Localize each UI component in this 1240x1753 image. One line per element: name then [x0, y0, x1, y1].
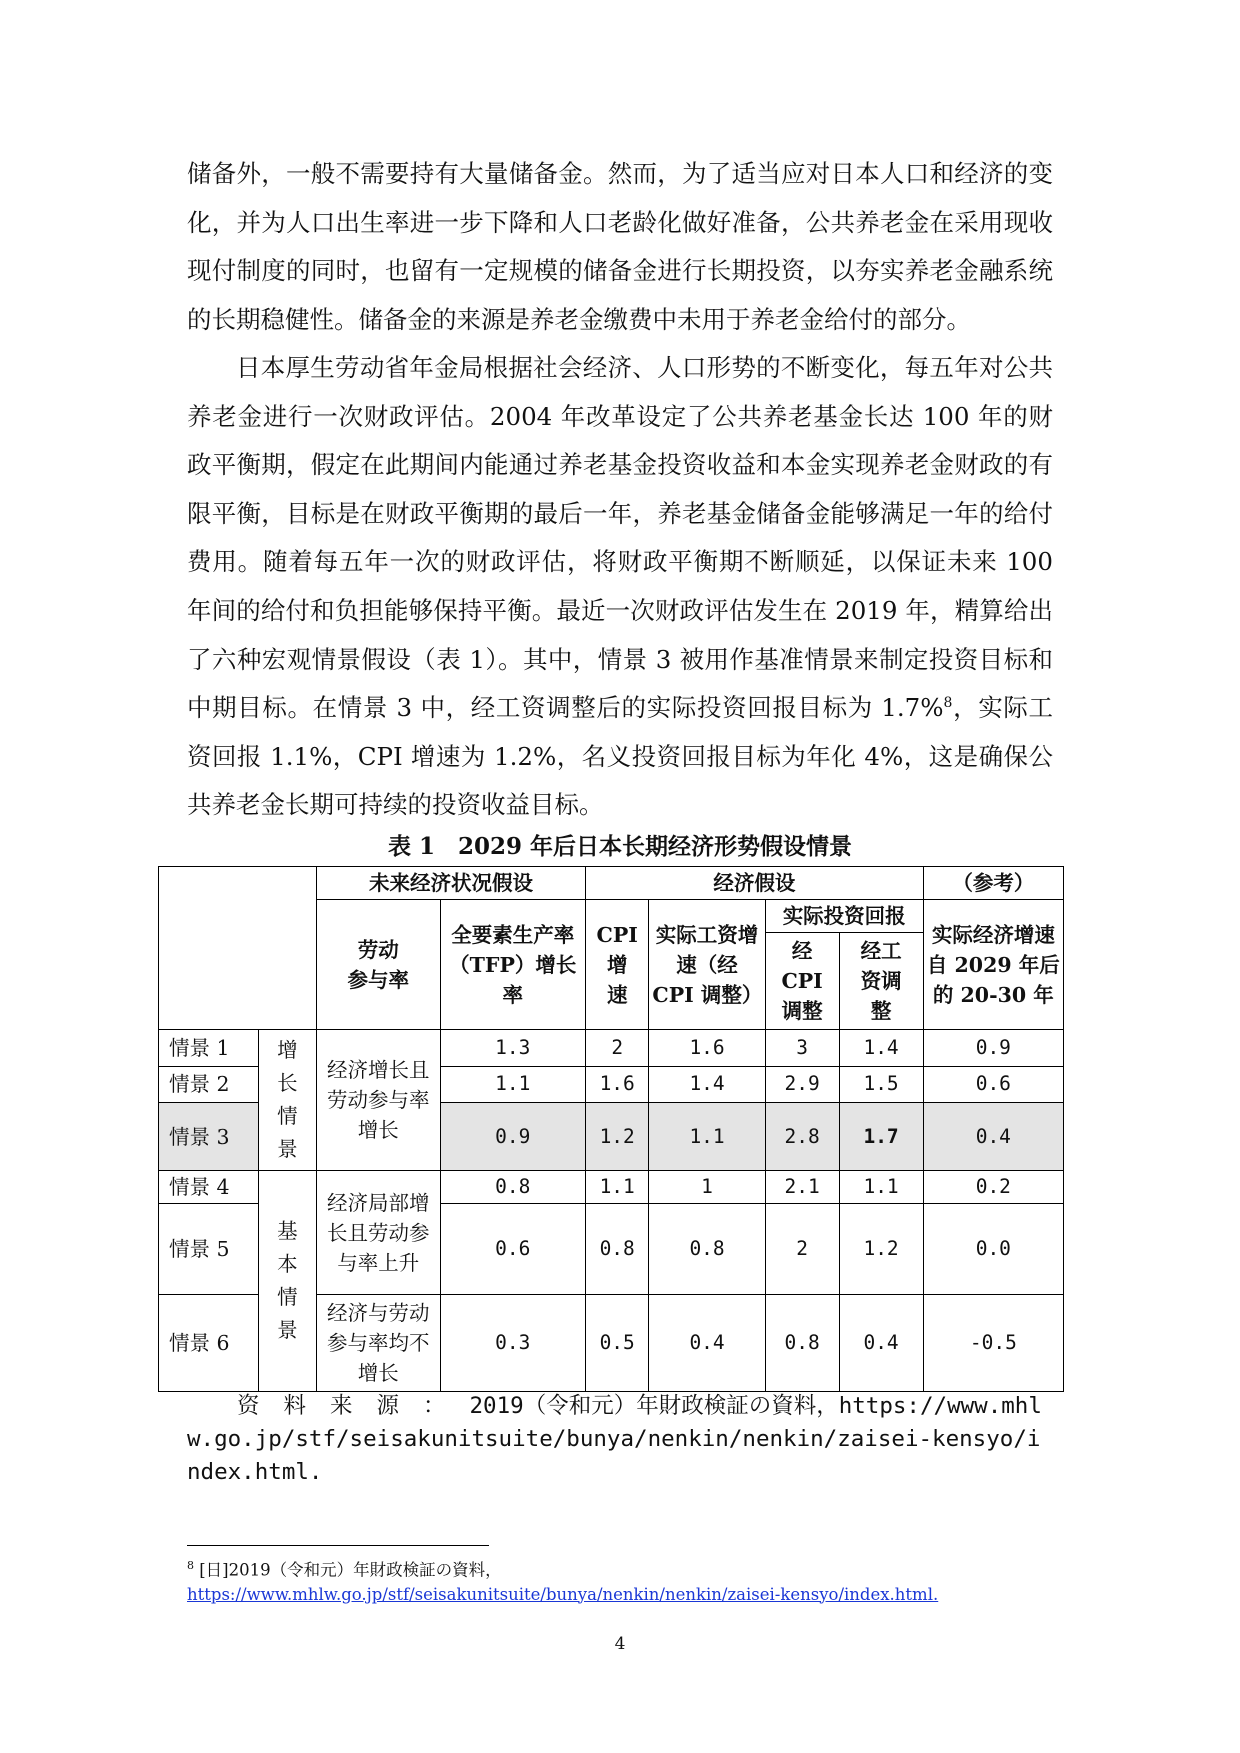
- row-label: 情景 4: [159, 1171, 259, 1204]
- page-number: 4: [614, 1634, 626, 1654]
- header-cpi-growth: CPI 增 速: [586, 899, 649, 1029]
- group-label-baseline: 基 本 情 景: [258, 1171, 316, 1392]
- cell-tfp: 1.1: [440, 1066, 585, 1102]
- paragraph-1: [187, 150, 1053, 344]
- cell-real-growth: 0.2: [923, 1171, 1063, 1204]
- row-label: 情景 6: [159, 1295, 259, 1392]
- cell-return-wage: 1.4: [839, 1030, 923, 1066]
- cell-real-wage: 1.6: [649, 1030, 765, 1066]
- table-row: [159, 1171, 1064, 1204]
- description-partial-growth: 经济局部增长且劳动参与率上升: [316, 1171, 440, 1295]
- footnote-mark: 8: [187, 1559, 194, 1572]
- paragraph-2-text-b: ，实际工资回报 1.1%，CPI 增速为 1.2%，名义投资回报目标为年化 4%，这是确保公共养老金长期可持续的投资收益目标。: [187, 693, 1053, 820]
- cell-return-cpi: 2.9: [765, 1066, 839, 1102]
- header-tfp-growth: 全要素生产率（TFP）增长率: [440, 899, 585, 1029]
- cell-return-cpi: 3: [765, 1030, 839, 1066]
- cell-return-cpi: 2: [765, 1204, 839, 1295]
- header-economic-assumptions: 经济假设: [586, 867, 924, 900]
- cell-real-wage: 1.4: [649, 1066, 765, 1102]
- cell-return-cpi: 0.8: [765, 1295, 839, 1392]
- cell-cpi: 0.5: [586, 1295, 649, 1392]
- table-row: [159, 1030, 1064, 1066]
- cell-real-growth: 0.9: [923, 1030, 1063, 1066]
- cell-real-growth: 0.4: [923, 1103, 1063, 1171]
- paragraph-2-text-a: 日本厚生劳动省年金局根据社会经济、人口形势的不断变化，每五年对公共养老金进行一次财政评估。2004 年改革设定了公共养老基金长达 100 年的财政平衡期，假定在此期间内能通过养老基金投资收益和本金实现养老金财政的有限平衡，目标是在财政平衡期的最后一年，养老基金储备金能够满足一年的给付费用。随着每五年一次的财政评估，将财政平衡期不断顺延，以保证未来 100 年间的给付和负担能够保持平衡。最近一次财政评估发生在 2019 年，精算给出了六种宏观情景假设（表 1）。其中，情景 3 被用作基准情景来制定投资目标和中期目标。在情景 3 中，经工资调整后的实际投资回报目标为 1.7%: [187, 353, 1053, 723]
- row-label: 情景 2: [159, 1066, 259, 1102]
- footnote-text: [日]2019（令和元）年財政検証の資料，: [199, 1560, 502, 1580]
- cell-tfp: 0.6: [440, 1204, 585, 1295]
- row-label: 情景 3: [159, 1103, 259, 1171]
- cell-real-growth: -0.5: [923, 1295, 1063, 1392]
- header-labor-participation: 劳动 参与率: [316, 899, 440, 1029]
- table-caption: 表 1 2029 年后日本长期经济形势假设情景: [387, 833, 853, 860]
- paragraph-2: [187, 344, 1053, 830]
- cell-cpi: 1.2: [586, 1103, 649, 1171]
- cell-cpi: 1.6: [586, 1066, 649, 1102]
- cell-tfp: 1.3: [440, 1030, 585, 1066]
- cell-tfp: 0.3: [440, 1295, 585, 1392]
- table-source-note: [187, 1390, 1053, 1489]
- row-label: 情景 1: [159, 1030, 259, 1066]
- header-real-economic-growth: 实际经济增速自 2029 年后的 20-30 年: [923, 899, 1063, 1029]
- header-real-return: 实际投资回报: [765, 899, 923, 932]
- cell-real-growth: 0.0: [923, 1204, 1063, 1295]
- cell-real-wage: 0.4: [649, 1295, 765, 1392]
- header-reference: （参考）: [923, 867, 1063, 900]
- source-text: 2019（令和元）年財政検証の資料，https://www.mhlw.go.jp/stf/seisakunitsuite/bunya/nenkin/nenkin/zaisei-kensyo/index.html.: [187, 1393, 1042, 1485]
- row-label: 情景 5: [159, 1204, 259, 1295]
- source-label: 资料来源：: [237, 1393, 470, 1419]
- cell-return-wage: 1.2: [839, 1204, 923, 1295]
- paragraph-1-text: 储备外，一般不需要持有大量储备金。然而，为了适当应对日本人口和经济的变化，并为人口出生率进一步下降和人口老龄化做好准备，公共养老金在采用现收现付制度的同时，也留有一定规模的储备金进行长期投资，以夯实养老金融系统的长期稳健性。储备金的来源是养老金缴费中未用于养老金给付的部分。: [187, 159, 1053, 334]
- footnote-link[interactable]: https://www.mhlw.go.jp/stf/seisakunitsuite/bunya/nenkin/nenkin/zaisei-kensyo/index.html.: [187, 1584, 939, 1604]
- cell-cpi: 2: [586, 1030, 649, 1066]
- scenario-table: [158, 866, 1064, 1392]
- cell-real-growth: 0.6: [923, 1066, 1063, 1102]
- cell-real-wage: 1: [649, 1171, 765, 1204]
- header-row-1: [159, 867, 1064, 900]
- cell-real-wage: 0.8: [649, 1204, 765, 1295]
- cell-tfp: 0.8: [440, 1171, 585, 1204]
- description-no-growth: 经济与劳动参与率均不增长: [316, 1295, 440, 1392]
- header-return-cpi-adjusted: 经 CPI 调整: [765, 932, 839, 1030]
- cell-tfp: 0.9: [440, 1103, 585, 1171]
- header-future-economy: 未来经济状况假设: [316, 867, 585, 900]
- footnote-divider: [187, 1545, 489, 1546]
- description-growth: 经济增长且劳动参与率增长: [316, 1030, 440, 1171]
- cell-return-wage: 1.1: [839, 1171, 923, 1204]
- header-corner-cell: [159, 867, 317, 1030]
- cell-cpi: 0.8: [586, 1204, 649, 1295]
- cell-return-cpi: 2.1: [765, 1171, 839, 1204]
- footnote-8: [187, 1554, 1053, 1607]
- footnote-ref-8[interactable]: 8: [943, 695, 953, 711]
- cell-return-wage-target: 1.7: [839, 1103, 923, 1171]
- header-return-wage-adjusted: 经工 资调 整: [839, 932, 923, 1030]
- group-label-growth: 增 长 情 景: [258, 1030, 316, 1171]
- cell-cpi: 1.1: [586, 1171, 649, 1204]
- cell-real-wage: 1.1: [649, 1103, 765, 1171]
- header-real-wage-growth: 实际工资增速（经 CPI 调整）: [649, 899, 765, 1029]
- cell-return-wage: 1.5: [839, 1066, 923, 1102]
- cell-return-wage: 0.4: [839, 1295, 923, 1392]
- cell-return-cpi: 2.8: [765, 1103, 839, 1171]
